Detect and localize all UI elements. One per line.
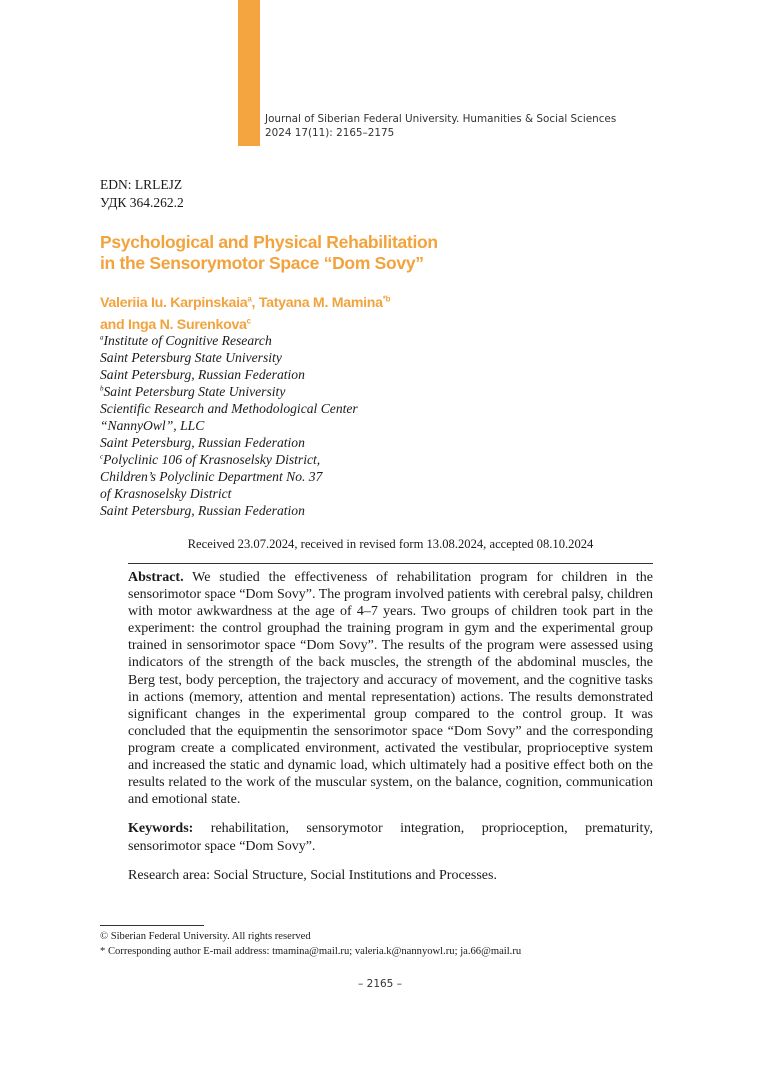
author-conjunction: and (100, 317, 128, 333)
journal-issue: 2024 17(11): 2165–2175 (265, 127, 395, 139)
affil-c-line-4: Saint Petersburg, Russian Federation (100, 503, 305, 518)
page-number: – 2165 – (358, 978, 402, 990)
affiliation-b (100, 383, 358, 400)
keywords-text: rehabilitation, sensorymotor integration, proprioception, prematurity, sensorimotor space “Dom Sovy”. (128, 821, 653, 854)
author-list (100, 292, 390, 336)
author-1-affil: a (247, 294, 252, 304)
journal-header (265, 112, 616, 140)
footnote-divider (100, 925, 204, 926)
affil-c-line-2: Children’s Polyclinic Department No. 37 (100, 469, 323, 484)
affil-a-line-2: Saint Petersburg State University (100, 350, 282, 365)
header-accent-bar (238, 0, 260, 146)
abstract-label: Abstract. (128, 570, 184, 585)
affiliation-c (100, 451, 358, 468)
abstract (128, 569, 653, 808)
affil-a-line-3: Saint Petersburg, Russian Federation (100, 367, 305, 382)
affil-b-line-4: Saint Petersburg, Russian Federation (100, 435, 305, 450)
copyright-notice: © Siberian Federal University. All rights reserved (100, 931, 311, 942)
affil-b-line-3: “NannyOwl”, LLC (100, 418, 205, 433)
divider (128, 563, 653, 564)
research-area: Research area: Social Structure, Social Institutions and Processes. (128, 868, 497, 883)
affil-c-line-3: of Krasnoselsky District (100, 486, 232, 501)
abstract-text: We studied the effectiveness of rehabilitation program for children in the sensorimotor space “Dom Sovy”. The program involved patients with cerebral palsy, children with motor awkwardness at the age of 4–7 years. Two groups of children took part in the experiment: the control grouphad the training program in gym and the experimental group trained in sensorimotor space “Dom Sovy”. The results of the program were assessed using indicators of the strength of the back muscles, the strength of the abdominal muscles, the Berg test, body perception, the trajectory and accuracy of movement, and the cognitive tasks in actions (memory, attention and mental representation) actions. The results demonstrated significant changes in the experimental group compared to the control group. It was concluded that the equipmentin the sensorimotor space “Dom Sovy” and the corresponding program create a complicated environment, activated the vestibular, proprioceptive system and increased the static and dynamic load, which ultimately had a positive effect both on the results related to the work of the muscular system, on the balance, cognition, communication and emotional state. (128, 570, 653, 808)
affiliation-a (100, 332, 358, 349)
article-title (100, 232, 438, 274)
corresponding-author: * Corresponding author E-mail address: tmamina@mail.ru; valeria.k@nannyowl.ru; ja.66@mail.ru (100, 946, 522, 957)
edn-code: EDN: LRLEJZ (100, 177, 183, 192)
journal-name: Journal of Siberian Federal University. Humanities & Social Sciences (265, 113, 617, 125)
author-1: Valeriia Iu. Karpinskaia (100, 295, 248, 311)
affil-c-marker: c (100, 452, 104, 461)
author-3-affil: c (246, 316, 251, 326)
affil-a-marker: a (100, 333, 104, 342)
affil-c-line-1: Polyclinic 106 of Krasnoselsky District, (103, 452, 321, 467)
udc-code: УДК 364.262.2 (100, 195, 184, 210)
title-line-2: in the Sensorymotor Space “Dom Sovy” (100, 253, 424, 273)
author-3: Inga N. Surenkova (127, 317, 247, 333)
title-line-1: Psychological and Physical Rehabilitation (100, 232, 438, 252)
affil-b-marker: b (100, 384, 104, 393)
affil-b-line-2: Scientific Research and Methodological Center (100, 401, 358, 416)
authors-line-1 (100, 292, 390, 314)
affiliations (100, 332, 358, 519)
received-dates: Received 23.07.2024, received in revised form 13.08.2024, accepted 08.10.2024 (187, 537, 594, 551)
keywords-label: Keywords: (128, 821, 194, 836)
author-2-affil: *b (382, 294, 391, 304)
keywords (128, 820, 653, 855)
article-codes (100, 176, 184, 212)
author-separator: , (251, 295, 259, 311)
footnotes (100, 929, 521, 959)
affil-a-line-1: Institute of Cognitive Research (103, 333, 272, 348)
affil-b-line-1: Saint Petersburg State University (103, 384, 286, 399)
author-2: Tatyana M. Mamina (258, 295, 383, 311)
